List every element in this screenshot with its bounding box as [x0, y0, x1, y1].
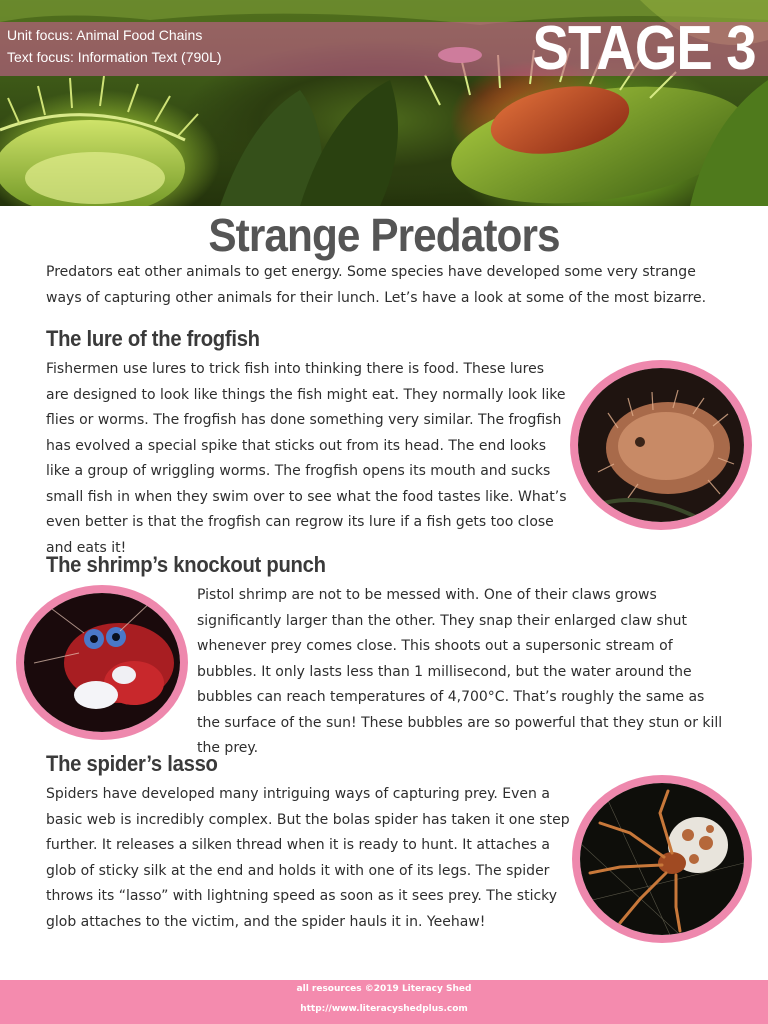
section-body-frogfish: Fishermen use lures to trick fish into thinking there is food. These lures are designed to look like things the fish might eat. They normally look like flies or worms. The frogfish has done something very similar. The frogfish has evolved a special spike that sticks out from its head. The end looks like a group of wriggling worms. The frogfish opens its mouth and sucks small fish in when they swim over to see what the food tastes like. What’s even better is that the frogfish can regrow its lure if a fish gets too close and eats it! — [46, 361, 567, 556]
header-banner — [0, 0, 768, 206]
pistol-shrimp-photo — [16, 585, 188, 740]
section-heading-frogfish: The lure of the frogfish — [46, 326, 260, 351]
page-title: Strange Predators — [208, 209, 560, 261]
section-body-spider: Spiders have developed many intriguing ways of capturing prey. Even a basic web is incredibly complex. But the bolas spider has taken it one step further. It releases a silken thread when it is ready to hunt. It attaches a glob of sticky silk at the end and holds it with one of its legs. The spider throws its “lasso” with lightning speed as soon as it sees prey. The sticky glob attaches to the victim, and the spider hauls it in. Yeehaw! — [46, 786, 570, 930]
section-heading-shrimp: The shrimp’s knockout punch — [46, 552, 326, 577]
section-heading-spider: The spider’s lasso — [46, 751, 218, 776]
stage-label: STAGE 3 — [532, 14, 756, 83]
unit-focus-label: Unit focus: Animal Food Chains — [7, 27, 203, 43]
bolas-spider-photo — [572, 775, 752, 943]
intro-paragraph: Predators eat other animals to get energy. Some species have developed some very strange ways of capturing other animals for their lunch. Let’s have a look at some of the most bizarre. — [46, 264, 707, 306]
section-body-shrimp: Pistol shrimp are not to be messed with. One of their claws grows significantly larger than the other. They snap their enlarged claw shut whenever prey comes close. This shoots out a supersonic stream of bubbles. It only lasts less than 1 millisecond, but the water around the bubbles can reach temperatures of 4,700°C. That’s roughly the same as the surface of the sun! These bubbles are so powerful that they stun or kill the prey. — [197, 587, 723, 756]
frogfish-photo — [570, 360, 752, 530]
text-focus-label: Text focus: Information Text (790L) — [7, 49, 222, 65]
footer-bar — [0, 980, 768, 1024]
footer-copyright: all resources ©2019 Literacy Shed — [296, 984, 472, 994]
footer-url[interactable]: http://www.literacyshedplus.com — [300, 1004, 468, 1014]
